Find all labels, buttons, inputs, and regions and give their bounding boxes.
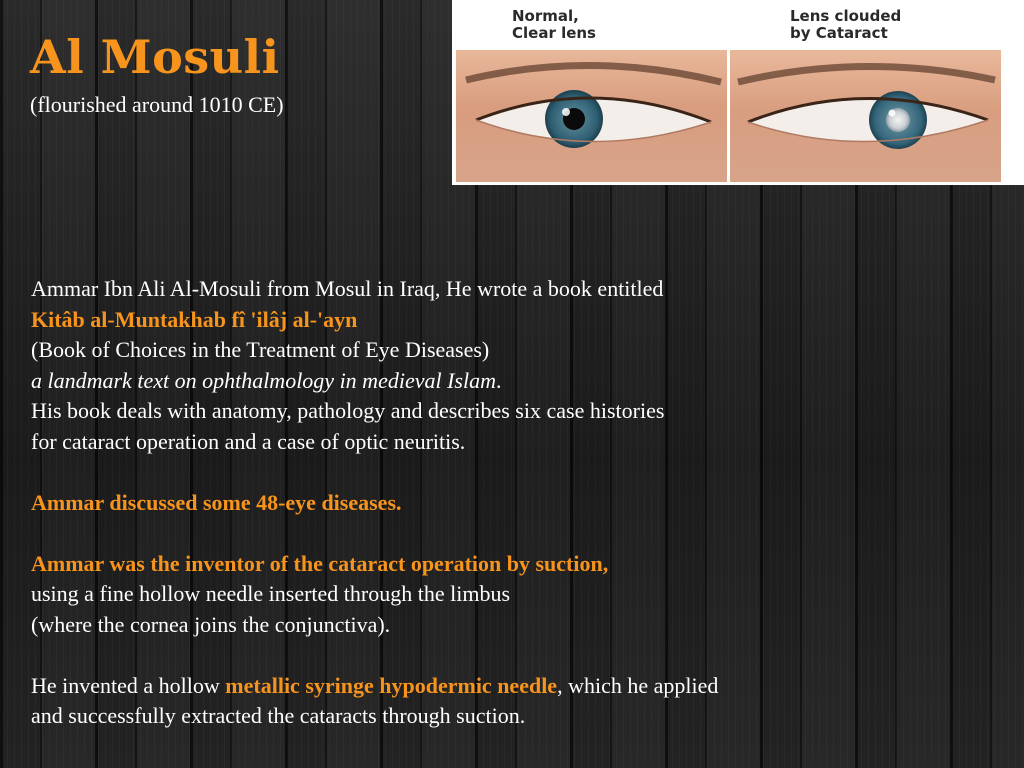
book-translation: (Book of Choices in the Treatment of Eye Diseases) bbox=[31, 337, 490, 362]
needle-line: using a fine hollow needle inserted through the limbus bbox=[31, 581, 511, 606]
cataract-eye-image bbox=[730, 50, 1001, 182]
syringe-line bbox=[31, 671, 991, 702]
cataract-lens-caption: Lens clouded by Cataract bbox=[790, 7, 902, 42]
landmark-line bbox=[31, 366, 991, 397]
syringe-highlight: metallic syringe hypodermic needle bbox=[225, 672, 558, 698]
landmark-italic: a landmark text on ophthalmology in medieval Islam bbox=[31, 367, 496, 393]
slide-title: Al Mosuli bbox=[30, 30, 280, 84]
syringe-start: He invented a hollow bbox=[31, 672, 226, 698]
normal-eye-image bbox=[456, 50, 727, 182]
body-text bbox=[31, 274, 991, 732]
slide-subtitle: (flourished around 1010 CE) bbox=[30, 92, 284, 117]
eye-comparison-figure bbox=[452, 0, 1024, 185]
intro-line: Ammar Ibn Ali Al-Mosuli from Mosul in Iraq, He wrote a book entitled bbox=[31, 276, 664, 301]
syringe-end: , which he applied bbox=[557, 672, 719, 698]
normal-lens-caption: Normal, Clear lens bbox=[512, 7, 596, 42]
contents-line-2: for cataract operation and a case of optic neuritis. bbox=[31, 428, 466, 454]
book-title: Kitâb al-Muntakhab fî 'ilâj al-'ayn bbox=[31, 306, 358, 332]
landmark-period: . bbox=[495, 367, 502, 393]
contents-line-1: His book deals with anatomy, pathology and describes six case histories bbox=[31, 398, 665, 423]
extraction-line: and successfully extracted the cataracts through suction. bbox=[31, 703, 526, 728]
inventor-highlight: Ammar was the inventor of the cataract operation by suction, bbox=[31, 550, 609, 576]
limbus-line: (where the cornea joins the conjunctiva). bbox=[31, 611, 391, 637]
diseases-highlight: Ammar discussed some 48-eye diseases. bbox=[31, 489, 402, 515]
